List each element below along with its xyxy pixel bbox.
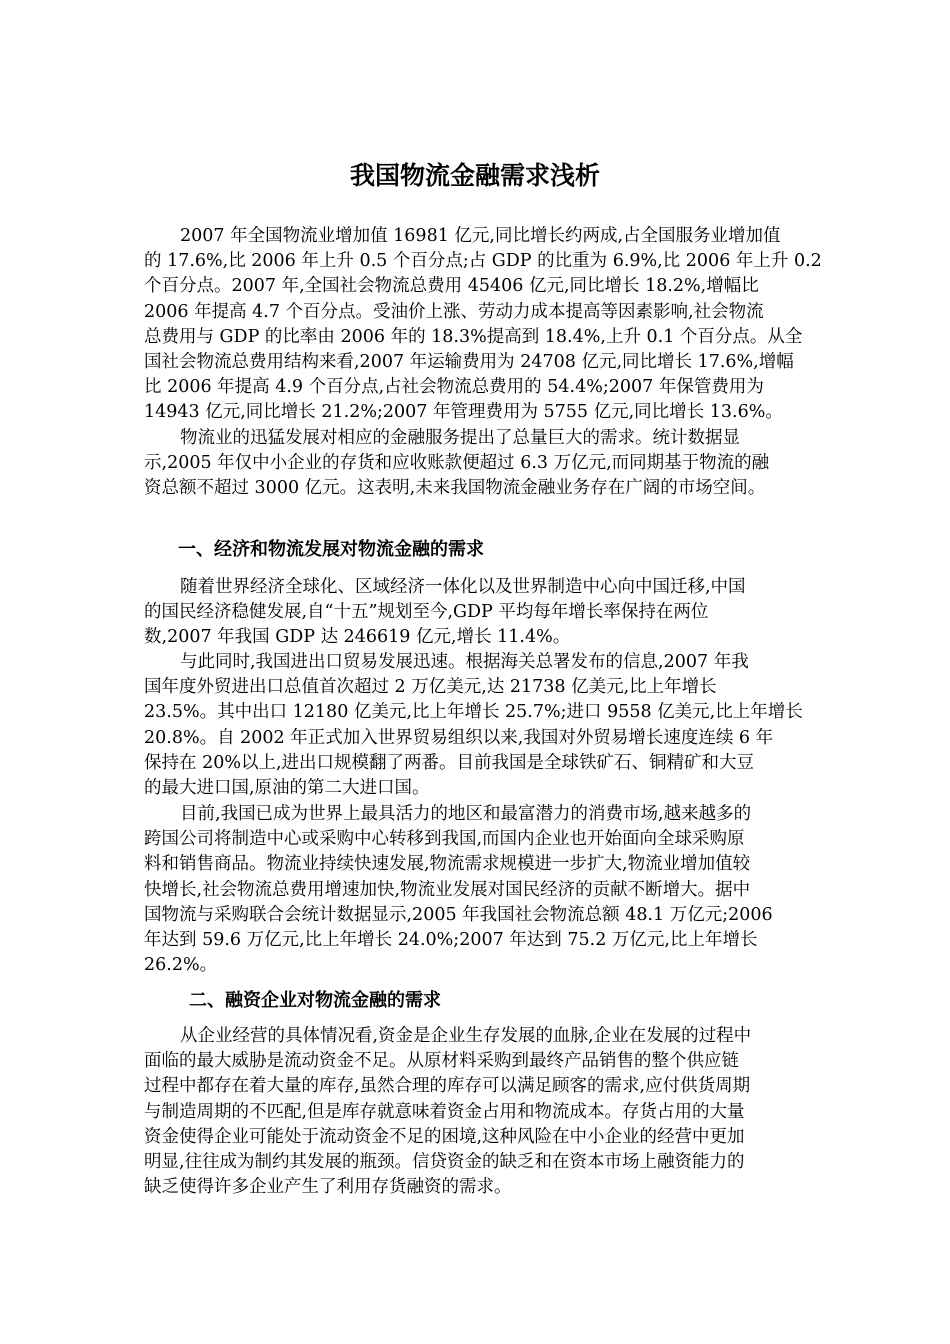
text-line: 2006 年提高 4.7 个百分点。受油价上涨、劳动力成本提高等因素影响,社会物流 [144,301,764,322]
text-line: 的 17.6%,比 2006 年上升 0.5 个百分点;占 GDP 的比重为 6.9%,比 2006 年上升 0.2 [144,251,822,272]
section1-paragraph-3 [144,802,806,978]
text-line: 资金使得企业可能处于流动资金不足的困境,这种风险在中小企业的经营中更加 [144,1126,745,1147]
text-line: 缺乏使得许多企业产生了利用存货融资的需求。 [144,1177,512,1198]
text-line: 14943 亿元,同比增长 21.2%;2007 年管理费用为 5755 亿元,同比增长 13.6%。 [144,402,783,423]
text-line: 与此同时,我国进出口贸易发展迅速。根据海关总署发布的信息,2007 年我 [180,652,749,672]
text-line: 明显,往往成为制约其发展的瓶颈。信贷资金的缺乏和在资本市场上融资能力的 [144,1152,745,1173]
text-line: 保持在 20%以上,进出口规模翻了两番。目前我国是全球铁矿石、铜精矿和大豆 [144,752,755,773]
intro-paragraph-1 [144,224,822,426]
text-line: 国社会物流总费用结构来看,2007 年运输费用为 24708 亿元,同比增长 17.6%,增幅 [144,352,794,373]
text-line: 数,2007 年我国 GDP 达 246619 亿元,增长 11.4%。 [144,627,571,648]
text-line: 国物流与采购联合会统计数据显示,2005 年我国社会物流总额 48.1 万亿元;2006 [144,904,773,925]
text-line: 示,2005 年仅中小企业的存货和应收账款便超过 6.3 万亿元,而同期基于物流的融 [144,453,770,474]
text-line: 从企业经营的具体情况看,资金是企业生存发展的血脉,企业在发展的过程中 [180,1026,752,1046]
intro-paragraph-2 [144,426,806,502]
text-line: 26.2%。 [144,955,218,976]
text-line: 的最大进口国,原油的第二大进口国。 [144,778,430,799]
text-line: 面临的最大威胁是流动资金不足。从原材料采购到最终产品销售的整个供应链 [144,1051,739,1072]
text-line: 过程中都存在着大量的库存,虽然合理的库存可以满足顾客的需求,应付供货周期 [144,1076,751,1097]
text-line: 20.8%。自 2002 年正式加入世界贸易组织以来,我国对外贸易增长速度连续 6 年 [144,727,774,748]
text-line: 跨国公司将制造中心或采购中心转移到我国,而国内企业也开始面向全球采购原 [144,829,745,850]
text-line: 快增长,社会物流总费用增速加快,物流业发展对国民经济的贡献不断增大。据中 [144,879,751,900]
text-line: 国年度外贸进出口总值首次超过 2 万亿美元,达 21738 亿美元,比上年增长 [144,677,717,698]
text-line: 的国民经济稳健发展,自“十五”规划至今,GDP 平均每年增长率保持在两位 [144,602,709,623]
text-line: 料和销售商品。物流业持续快速发展,物流需求规模进一步扩大,物流业增加值较 [144,854,751,875]
text-line: 2007 年全国物流业增加值 16981 亿元,同比增长约两成,占全国服务业增加值 [180,226,781,246]
text-line: 与制造周期的不匹配,但是库存就意味着资金占用和物流成本。存货占用的大量 [144,1101,745,1122]
text-line: 随着世界经济全球化、区域经济一体化以及世界制造中心向中国迁移,中国 [180,577,746,597]
section1-paragraph-1 [144,575,806,651]
section2-paragraph-1 [144,1024,806,1200]
text-line: 物流业的迅猛发展对相应的金融服务提出了总量巨大的需求。统计数据显 [180,428,740,448]
document-title: 我国物流金融需求浅析 [349,161,600,190]
section-heading-2: 二、融资企业对物流金融的需求 [189,990,441,1011]
text-line: 目前,我国已成为世界上最具活力的地区和最富潜力的消费市场,越来越多的 [180,804,752,824]
text-line: 比 2006 年提高 4.9 个百分点,占社会物流总费用的 54.4%;2007 年保管费用为 [144,377,764,398]
text-line: 个百分点。2007 年,全国社会物流总费用 45406 亿元,同比增长 18.2%,增幅比 [144,276,759,297]
text-line: 总费用与 GDP 的比率由 2006 年的 18.3%提高到 18.4%,上升 0.1 个百分点。从全 [144,326,803,347]
section-heading-1: 一、经济和物流发展对物流金融的需求 [178,539,484,560]
text-line: 23.5%。其中出口 12180 亿美元,比上年增长 25.7%;进口 9558 亿美元,比上年增长 [144,702,803,723]
text-line: 资总额不超过 3000 亿元。这表明,未来我国物流金融业务存在广阔的市场空间。 [144,478,766,499]
text-line: 年达到 59.6 万亿元,比上年增长 24.0%;2007 年达到 75.2 万亿元,比上年增长 [144,930,758,951]
section1-paragraph-2 [144,650,806,801]
